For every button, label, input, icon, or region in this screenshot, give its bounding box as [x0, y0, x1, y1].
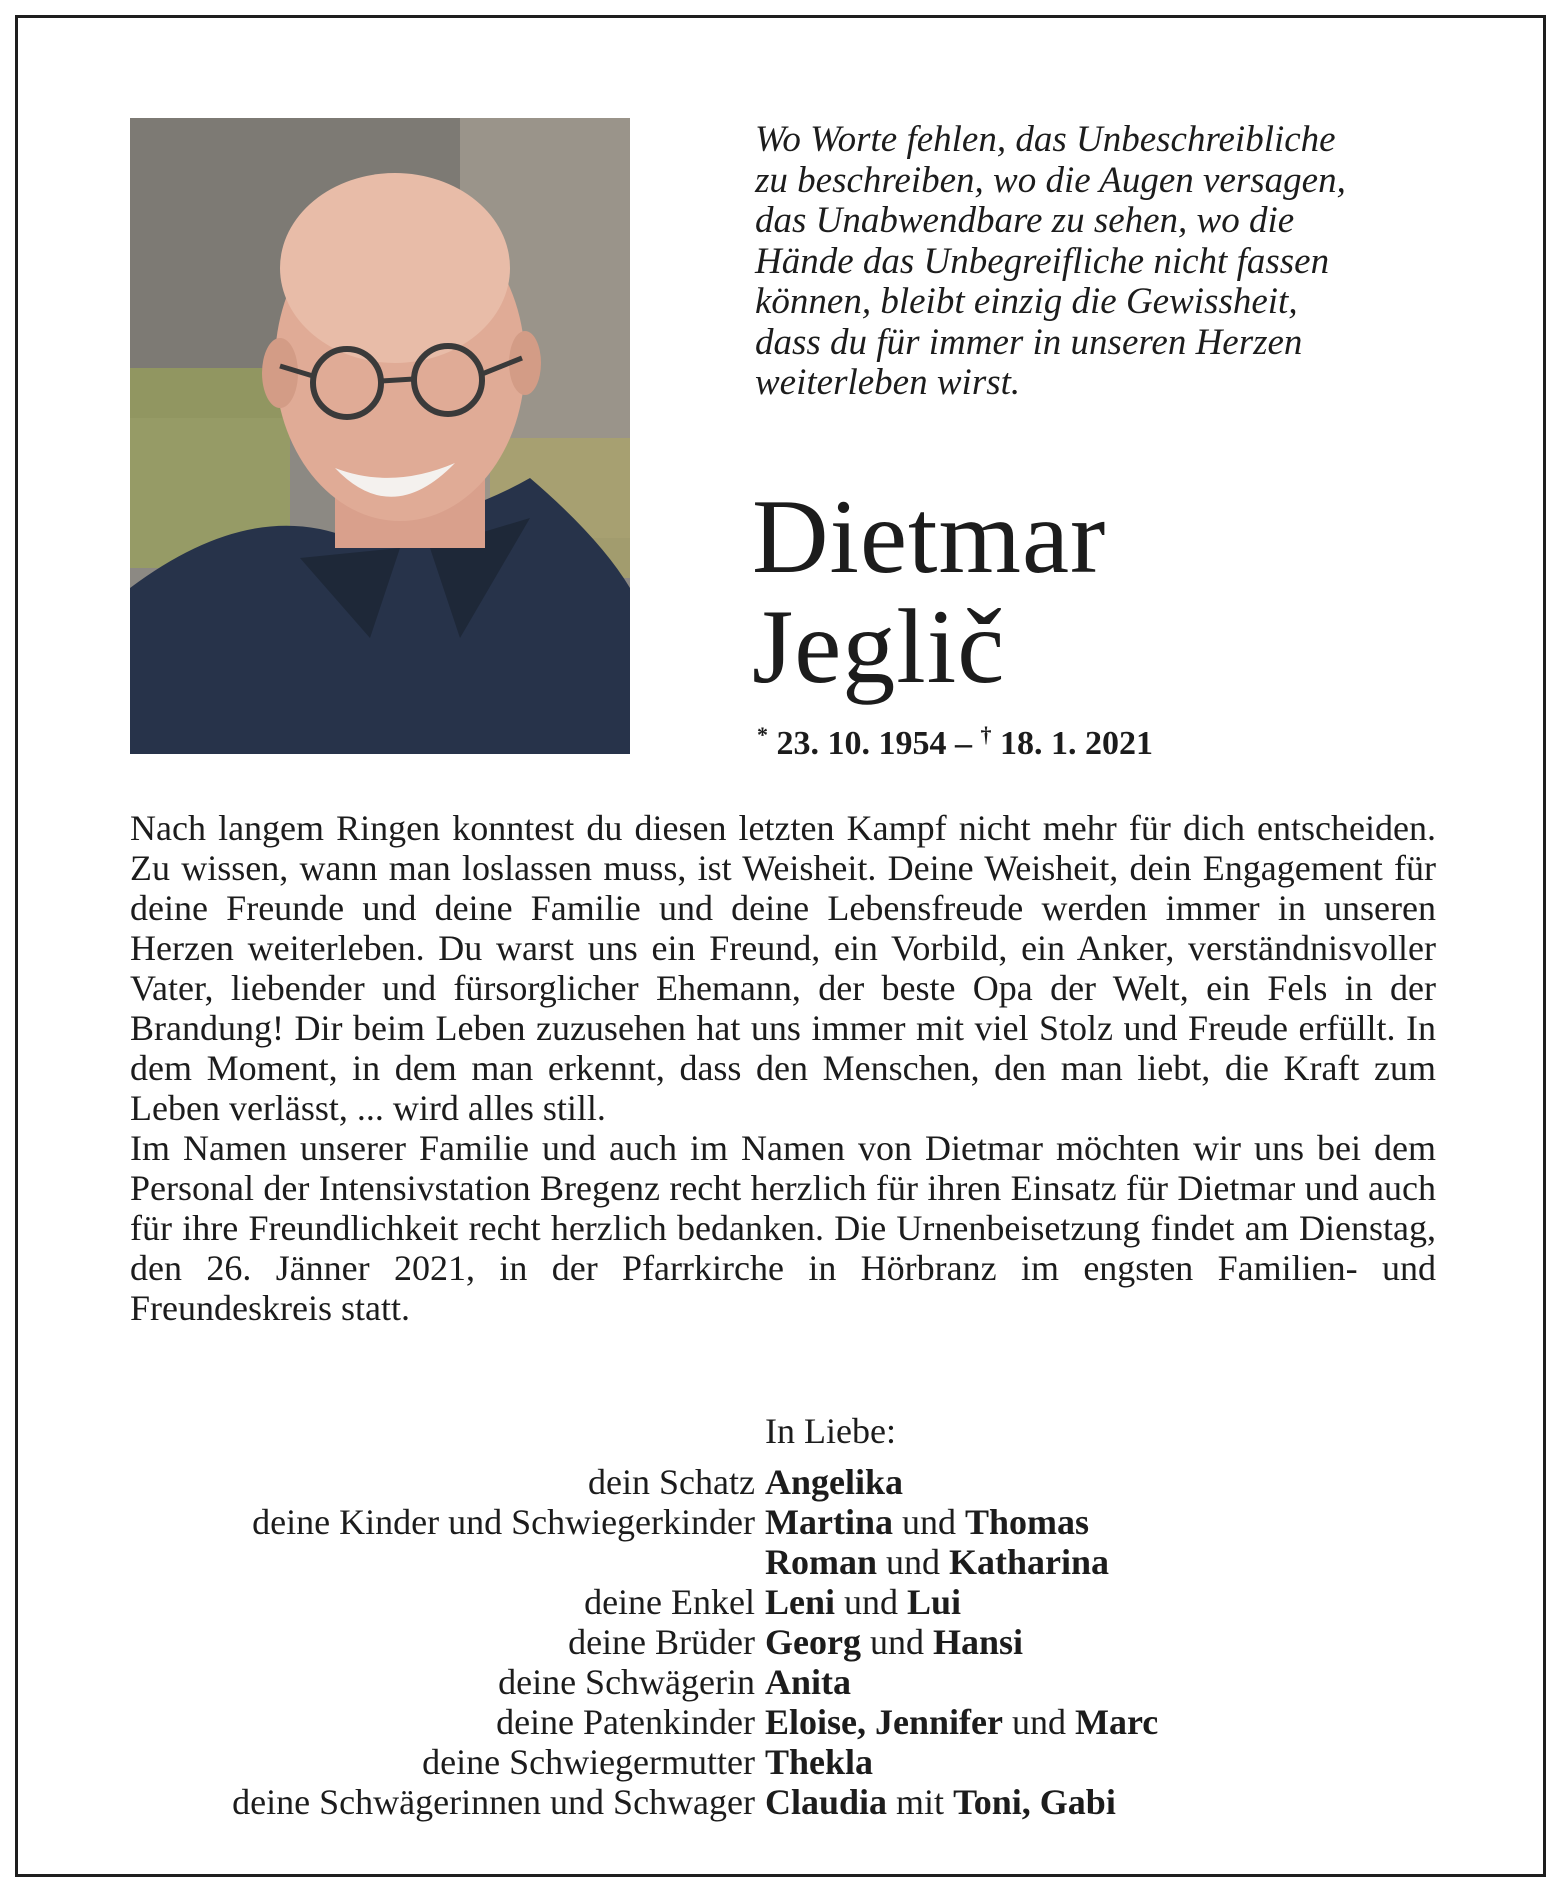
mourner-name: Martina	[765, 1502, 893, 1542]
mourner-relation: deine Schwiegermutter	[422, 1742, 755, 1782]
mourner-connector: und	[877, 1542, 950, 1582]
mourner-names	[765, 1702, 1158, 1742]
death-date: 18. 1. 2021	[1000, 725, 1153, 762]
mourner-name: Georg	[765, 1622, 861, 1662]
life-dates	[757, 722, 1153, 763]
mourner-row	[100, 1742, 1158, 1782]
obituary-paragraph: Nach langem Ringen konntest du diesen letzten Kampf nicht mehr für dich entscheiden. Zu wissen, wann man loslassen muss, ist Weisheit. Deine Weisheit, dein Engagement für deine Freunde und deine Familie und deine Lebensfreude werden immer in unseren Herzen weiterleben. Du warst uns ein Freund, ein Vorbild, ein Anker, verständnisvoller Vater, liebender und fürsorglicher Ehemann, der beste Opa der Welt, ein Fels in der Brandung! Dir beim Leben zuzusehen hat uns immer mit viel Stolz und Freude erfüllt. In dem Moment, in dem man erkennt, dass den Menschen, den man liebt, die Kraft zum Leben verlässt, ... wird alles still.	[130, 808, 1436, 1128]
mourner-names	[765, 1462, 903, 1502]
deceased-name	[752, 478, 1107, 705]
mourner-relation: deine Patenkinder	[496, 1702, 755, 1742]
quote-line: Hände das Unbegreifliche nicht fassen	[755, 240, 1330, 282]
quote-line: können, bleibt einzig die Gewissheit,	[755, 281, 1298, 322]
first-name: Dietmar	[752, 478, 1107, 595]
mourner-name: Marc	[1074, 1702, 1159, 1742]
mourner-relation: dein Schatz	[588, 1462, 755, 1502]
mourner-relation	[100, 1542, 765, 1582]
mourner-row	[100, 1662, 1158, 1702]
mourner-name: Anita	[765, 1662, 852, 1702]
mourner-names	[765, 1502, 1089, 1542]
mourner-names	[765, 1782, 1116, 1822]
quote-line: dass du für immer in unseren Herzen	[755, 321, 1303, 363]
mourner-name: Toni, Gabi	[953, 1782, 1116, 1822]
mourner-names	[765, 1662, 851, 1702]
mourner-names	[765, 1542, 1109, 1582]
mourner-name: Leni	[765, 1582, 836, 1622]
mourner-relation: deine Schwägerinnen und Schwager	[232, 1782, 755, 1822]
obituary-text	[130, 808, 1436, 1328]
mourner-connector: und	[835, 1582, 908, 1622]
mourner-names	[765, 1582, 961, 1622]
quote-line: weiterleben wirst.	[755, 362, 1021, 403]
mourner-connector: und	[892, 1502, 965, 1542]
mourner-row	[100, 1502, 1158, 1542]
memorial-quote	[755, 120, 1435, 404]
mourner-name: Angelika	[765, 1462, 904, 1502]
mourner-connector: und	[1002, 1702, 1075, 1742]
mourner-row	[100, 1782, 1158, 1822]
mourners-heading: In Liebe:	[765, 1411, 896, 1451]
mourner-name: Lui	[907, 1582, 962, 1622]
mourner-connector: mit	[887, 1782, 954, 1822]
mourner-row	[100, 1582, 1158, 1622]
quote-line: das Unabwendbare zu sehen, wo die	[755, 200, 1295, 241]
mourner-row	[100, 1542, 1158, 1582]
mourner-relation: deine Schwägerin	[498, 1662, 755, 1702]
mourner-connector: und	[860, 1622, 933, 1662]
mourner-names	[765, 1622, 1023, 1662]
quote-line: Wo Worte fehlen, das Unbeschreibliche	[755, 119, 1336, 160]
mourner-name: Eloise, Jennifer	[765, 1702, 1003, 1742]
mourner-name: Hansi	[932, 1622, 1024, 1662]
quote-line: zu beschreiben, wo die Augen versagen,	[755, 159, 1346, 201]
mourner-row	[100, 1702, 1158, 1742]
mourner-relation: deine Kinder und Schwiegerkinder	[252, 1502, 755, 1542]
mourner-name: Roman	[765, 1542, 878, 1582]
mourner-relation: deine Brüder	[568, 1622, 755, 1662]
obituary-paragraph: Im Namen unserer Familie und auch im Namen von Dietmar möchten wir uns bei dem Personal der Intensivstation Bregenz recht herzlich für ihren Einsatz für Dietmar und auch für ihre Freundlichkeit recht herzlich bedanken. Die Urnenbeisetzung findet am Dienstag, den 26. Jänner 2021, in der Pfarrkirche in Hörbranz im engsten Familien- und Freundeskreis statt.	[130, 1128, 1436, 1328]
birth-symbol: *	[757, 722, 768, 747]
mourner-name: Claudia	[765, 1782, 888, 1822]
mourner-name: Thekla	[765, 1742, 874, 1782]
mourner-name: Katharina	[949, 1542, 1110, 1582]
mourners-list	[100, 1462, 1158, 1822]
portrait-photo	[130, 118, 630, 754]
mourner-relation: deine Enkel	[584, 1582, 755, 1622]
mourner-row	[100, 1622, 1158, 1662]
last-name: Jeglič	[752, 588, 1006, 705]
mourner-name: Thomas	[964, 1502, 1089, 1542]
mourner-row	[100, 1462, 1158, 1502]
date-separator: –	[946, 725, 981, 762]
death-symbol: †	[980, 722, 992, 747]
birth-date: 23. 10. 1954	[776, 725, 947, 762]
mourner-names	[765, 1742, 873, 1782]
